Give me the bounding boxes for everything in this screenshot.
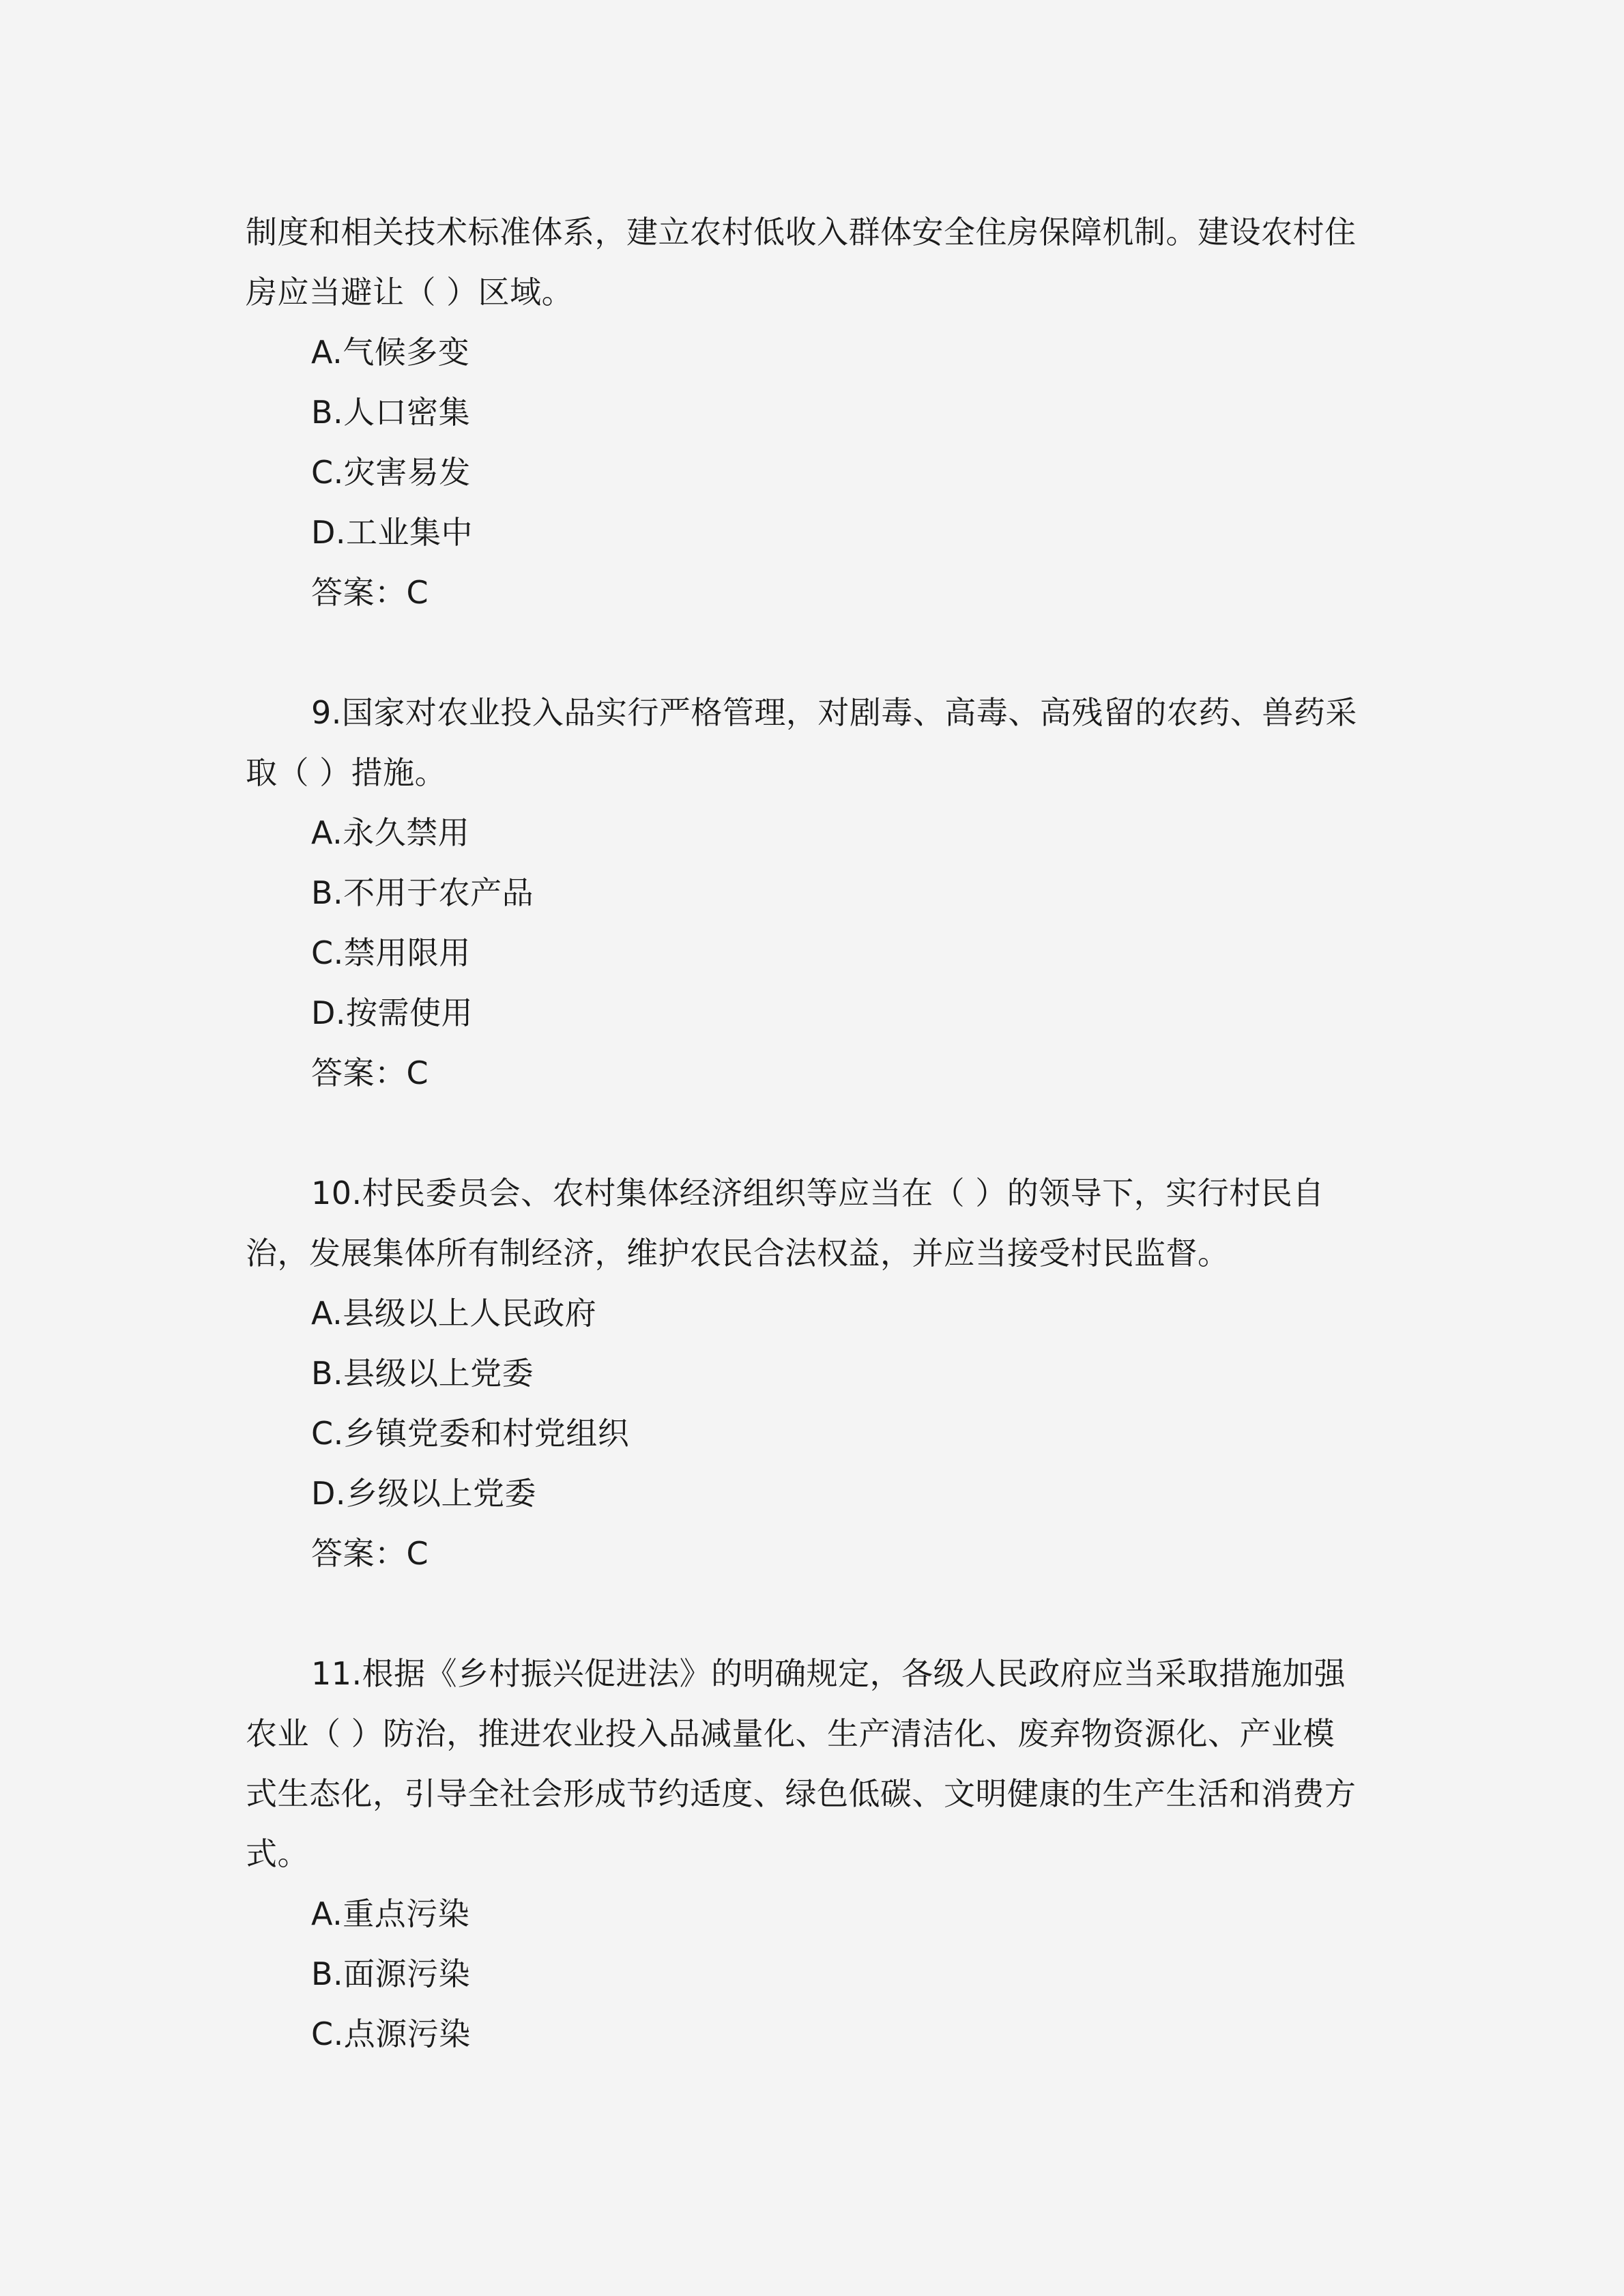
question-8-text-line-1: 制度和相关技术标准体系，建立农村低收入群体安全住房保障机制。建设农村住 [246,214,1357,250]
question-10-option-a: A.县级以上人民政府 [311,1295,597,1332]
question-10-option-b: B.县级以上党委 [311,1355,534,1392]
question-9-option-d: D.按需使用 [311,994,474,1031]
question-11-option-b: B.面源污染 [311,1955,471,1992]
question-9-text-line-1: 9.国家对农业投入品实行严格管理，对剧毒、高毒、高残留的农药、兽药采 [311,694,1357,731]
question-9-option-a: A.永久禁用 [311,814,470,851]
question-10-answer: 答案：C [311,1535,429,1572]
spacer [246,1583,1378,1644]
question-10-text-line-1: 10.村民委员会、农村集体经济组织等应当在（ ）的领导下，实行村民自 [311,1175,1324,1211]
question-8-text-line-2: 房应当避让（ ）区域。 [246,274,574,311]
question-11-text-line-4: 式。 [246,1835,309,1872]
question-9-option-c: C.禁用限用 [311,934,471,971]
question-11-option-c: C.点源污染 [311,2015,471,2052]
question-8-option-d: D.工业集中 [311,514,474,551]
spacer [246,622,1378,683]
question-10-option-d: D.乡级以上党委 [311,1475,537,1512]
question-10-text-line-2: 治，发展集体所有制经济，维护农民合法权益，并应当接受村民监督。 [246,1235,1230,1272]
spacer [246,1103,1378,1163]
question-9-answer: 答案：C [311,1054,429,1091]
question-8-option-b: B.人口密集 [311,394,471,431]
question-9-option-b: B.不用于农产品 [311,874,534,911]
question-9-text-line-2: 取（ ）措施。 [246,754,447,791]
question-11-text-line-2: 农业（ ）防治，推进农业投入品减量化、生产清洁化、废弃物资源化、产业模 [246,1715,1335,1752]
question-8-answer: 答案：C [311,574,429,611]
document-content [246,202,1378,2064]
question-8-option-c: C.灾害易发 [311,454,471,491]
question-11-text-line-3: 式生态化，引导全社会形成节约适度、绿色低碳、文明健康的生产生活和消费方 [246,1775,1357,1812]
question-11-option-a: A.重点污染 [311,1895,470,1932]
question-8-option-a: A.气候多变 [311,334,470,371]
question-11-text-line-1: 11.根据《乡村振兴促进法》的明确规定，各级人民政府应当采取措施加强 [311,1655,1346,1692]
question-10-option-c: C.乡镇党委和村党组织 [311,1415,630,1452]
